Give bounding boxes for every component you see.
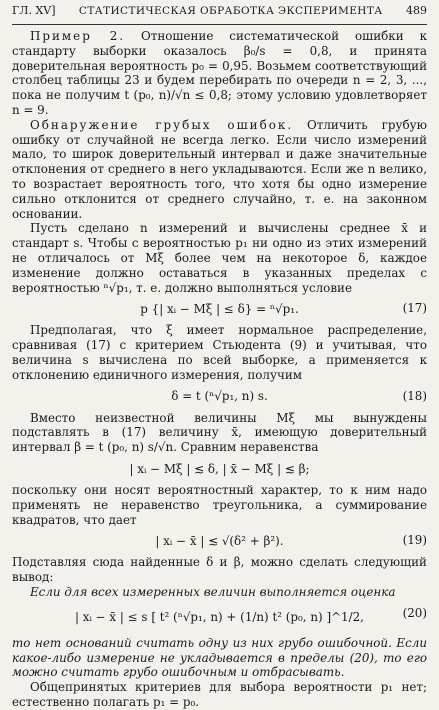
paragraph-squares: поскольку они носят вероятностный характер, то к ним надо применять не неравенство треугольника, а суммирование квадратов, что дает (12, 482, 427, 527)
equation-19-number: (19) (402, 533, 427, 548)
example-heading: Пример 2. (30, 29, 126, 43)
equation-19-expr: | xᵢ − x̄ | ≲ √(δ² + β²). (155, 533, 284, 548)
paragraph-n-measurements: Пусть сделано n измерений и вычислены среднее x̄ и стандарт s. Чтобы с вероятностью p₁ ни одно из этих измерений не отличалось от Mξ более чем на некоторое δ, каждое изменение должно оставаться в указанных пределах с вероятностью ⁿ√p₁, т. е. должно выполняться условие (12, 221, 427, 295)
paragraph-gross-errors (12, 118, 427, 222)
section-heading: Обнаружение грубых ошибок. (30, 117, 294, 132)
paragraph-rule-result: то нет оснований считать одну из них грубо ошибочной. Если какое-либо измерение не укладывается в пределы (20), то его можно считать грубо ошибочным и отбрасывать. (12, 635, 427, 680)
equation-20-number: (20) (402, 605, 427, 620)
equation-inequalities-expr: | xᵢ − Mξ | ≲ δ, | x̄ − Mξ | ≲ β; (129, 461, 310, 476)
equation-18 (12, 386, 427, 408)
running-header (12, 4, 427, 25)
equation-17 (12, 298, 427, 320)
paragraph-example-2 (12, 29, 427, 118)
paragraph-conclusion: Подставляя сюда найденные δ и β, можно сделать следующий вывод: (12, 555, 427, 585)
equation-18-number: (18) (402, 388, 427, 403)
paragraph-substitution: Вместо неизвестной величины Mξ мы вынуждены подставлять в (17) величину x̄, имеющую доверительный интервал β = t (p₀, n) s/√n. Сравним неравенства (12, 410, 427, 455)
paragraph-student-criterion: Предполагая, что ξ имеет нормальное распределение, сравнивая (17) с критерием Стьюдента (9) и учитывая, что величина s вычислена по всей выборке, а применяется к отклонению единичного измерения, получим (12, 323, 427, 382)
equation-17-expr: p {| xᵢ − Mξ | ≤ δ} = ⁿ√p₁. (140, 301, 299, 316)
equation-17-number: (17) (402, 301, 427, 316)
section-text: Отличить грубую ошибку от случайной не всегда легко. Если число измерений мало, то широк доверительный интервал и даже значительные отклонения от среднего в него укладываются. Если же n велико, то возрастает вероятность того, что хотя бы одно измерение сильно отклонится от среднего случайно, т. е. на законном основании. (12, 117, 427, 221)
running-title: СТАТИСТИЧЕСКАЯ ОБРАБОТКА ЭКСПЕРИМЕНТА (78, 5, 383, 17)
page-body (12, 29, 427, 710)
page-number: 489 (406, 4, 427, 17)
equation-20-expr: | xᵢ − x̄ | ≤ s [ t² (ⁿ√p₁, n) + (1/n) t² (p₀, n) ]^1/2, (75, 610, 364, 625)
chapter-label: ГЛ. XV] (12, 4, 56, 17)
equation-20 (12, 603, 427, 633)
example-text: Отношение систематической ошибки к стандарту выборки оказалось β₀/s = 0,8, и принята доверительная вероятность p₀ = 0,95. Возьмем соответствующий столбец таблицы 23 и будем перебирать по очереди n = 2, 3, ..., пока не получим t (p₀, n)/√n ≤ 0,8; этому условию удовлетворяет n = 9. (12, 29, 427, 117)
equation-18-expr: δ = t (ⁿ√p₁, n) s. (171, 389, 268, 404)
equation-19 (12, 530, 427, 552)
equation-inequalities (12, 458, 427, 480)
paragraph-p1-choice: Общепринятых критериев для выбора вероятности p₁ нет; естественно полагать p₁ = p₀. (12, 680, 427, 709)
paragraph-rule: Если для всех измеренных величин выполняется оценка (30, 584, 396, 599)
